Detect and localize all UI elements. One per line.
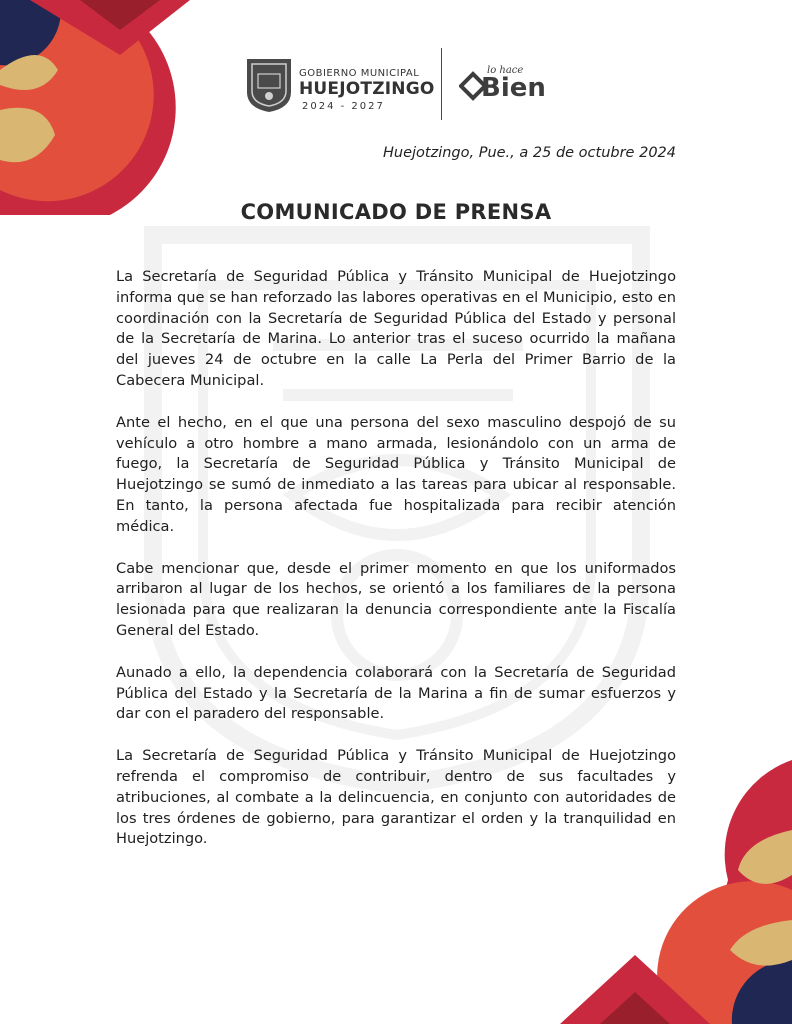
corner-decoration-top-left bbox=[0, 0, 190, 215]
date-line: Huejotzingo, Pue., a 25 de octubre 2024 bbox=[382, 145, 676, 161]
slogan-small: lo hace bbox=[487, 65, 524, 76]
municipal-seal-logo bbox=[244, 56, 294, 114]
slogan-big: Bien bbox=[481, 73, 546, 103]
paragraph-2: Ante el hecho, en el que una persona del sexo masculino despojó de su vehículo a otro hombre a mano armada, lesionándolo con un arma de fuego, la Secretaría de Seguridad Pública y Tránsito Municipal de Huejotzingo se sumó de inmediato a las tareas para ubicar al responsable. En tanto, la persona afectada fue hospitalizada para recibir atención médica. bbox=[116, 413, 676, 535]
municipality-name: HUEJOTZINGO bbox=[299, 79, 435, 99]
term-years: 2024 - 2027 bbox=[302, 101, 385, 112]
header-divider bbox=[441, 48, 442, 120]
paragraph-5: La Secretaría de Seguridad Pública y Tránsito Municipal de Huejotzingo refrenda el compromiso de contribuir, dentro de sus facultades y atribuciones, al combate a la delincuencia, en conjunto con autoridades de los tres órdenes de gobierno, para garantizar el orden y la tranquilidad en Huejotzingo. bbox=[116, 747, 676, 848]
paragraph-4: Aunado a ello, la dependencia colaborará con la Secretaría de Seguridad Pública del Estado y la Secretaría de la Marina a fin de sumar esfuerzos y dar con el paradero del responsable. bbox=[116, 663, 676, 723]
lo-hace-bien-logo bbox=[459, 60, 549, 104]
header-logos bbox=[244, 48, 564, 120]
paragraph-3: Cabe mencionar que, desde el primer momento en que los uniformados arribaron al lugar de los hechos, se orientó a los familiares de la persona lesionada para que realizaran la denuncia correspondiente ante la Fiscalía General del Estado. bbox=[116, 559, 676, 639]
paragraph-1: La Secretaría de Seguridad Pública y Tránsito Municipal de Huejotzingo informa que se han reforzado las labores operativas en el Municipio, esto en coordinación con la Secretaría de Seguridad Pública del Estado y personal de la Secretaría de Marina. Lo anterior tras el suceso ocurrido la mañana del jueves 24 de octubre en la calle La Perla del Primer Barrio de la Cabecera Municipal. bbox=[116, 268, 676, 389]
gov-label: GOBIERNO MUNICIPAL bbox=[299, 68, 420, 79]
document-title: COMUNICADO DE PRENSA bbox=[240, 200, 552, 224]
press-release-body bbox=[116, 267, 676, 871]
